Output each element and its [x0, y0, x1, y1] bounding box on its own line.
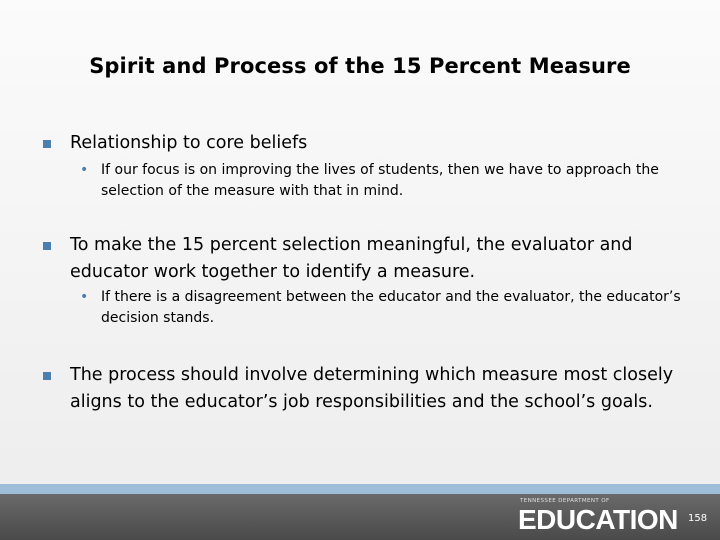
dot-bullet-icon: •	[80, 289, 89, 305]
bullet-item	[70, 232, 690, 286]
bullet-item	[70, 362, 690, 416]
logo-subtitle: TENNESSEE DEPARTMENT OF	[520, 498, 610, 504]
bullet-text: Relationship to core beliefs	[70, 133, 308, 153]
education-logo: EDUCATION	[518, 504, 678, 535]
sub-bullet-item	[80, 160, 691, 202]
bullet-text: The process should involve determining which measure most closely aligns to the educator’s job responsibilities and the school’s goals.	[70, 365, 674, 412]
square-bullet-icon	[43, 372, 51, 380]
sub-bullet-item	[80, 287, 691, 329]
footer-accent-bar	[0, 484, 720, 494]
square-bullet-icon	[43, 140, 51, 148]
dot-bullet-icon: •	[80, 162, 89, 178]
bullet-text: To make the 15 percent selection meaningful, the evaluator and educator work together to identify a measure.	[70, 235, 633, 282]
slide-title: Spirit and Process of the 15 Percent Measure	[89, 54, 631, 78]
bullet-item	[70, 130, 690, 157]
square-bullet-icon	[43, 242, 51, 250]
sub-bullet-text: If our focus is on improving the lives of students, then we have to approach the selection of the measure with that in mind.	[101, 162, 659, 199]
page-number: 158	[688, 513, 708, 524]
sub-bullet-text: If there is a disagreement between the educator and the evaluator, the educator’s decision stands.	[101, 289, 681, 326]
